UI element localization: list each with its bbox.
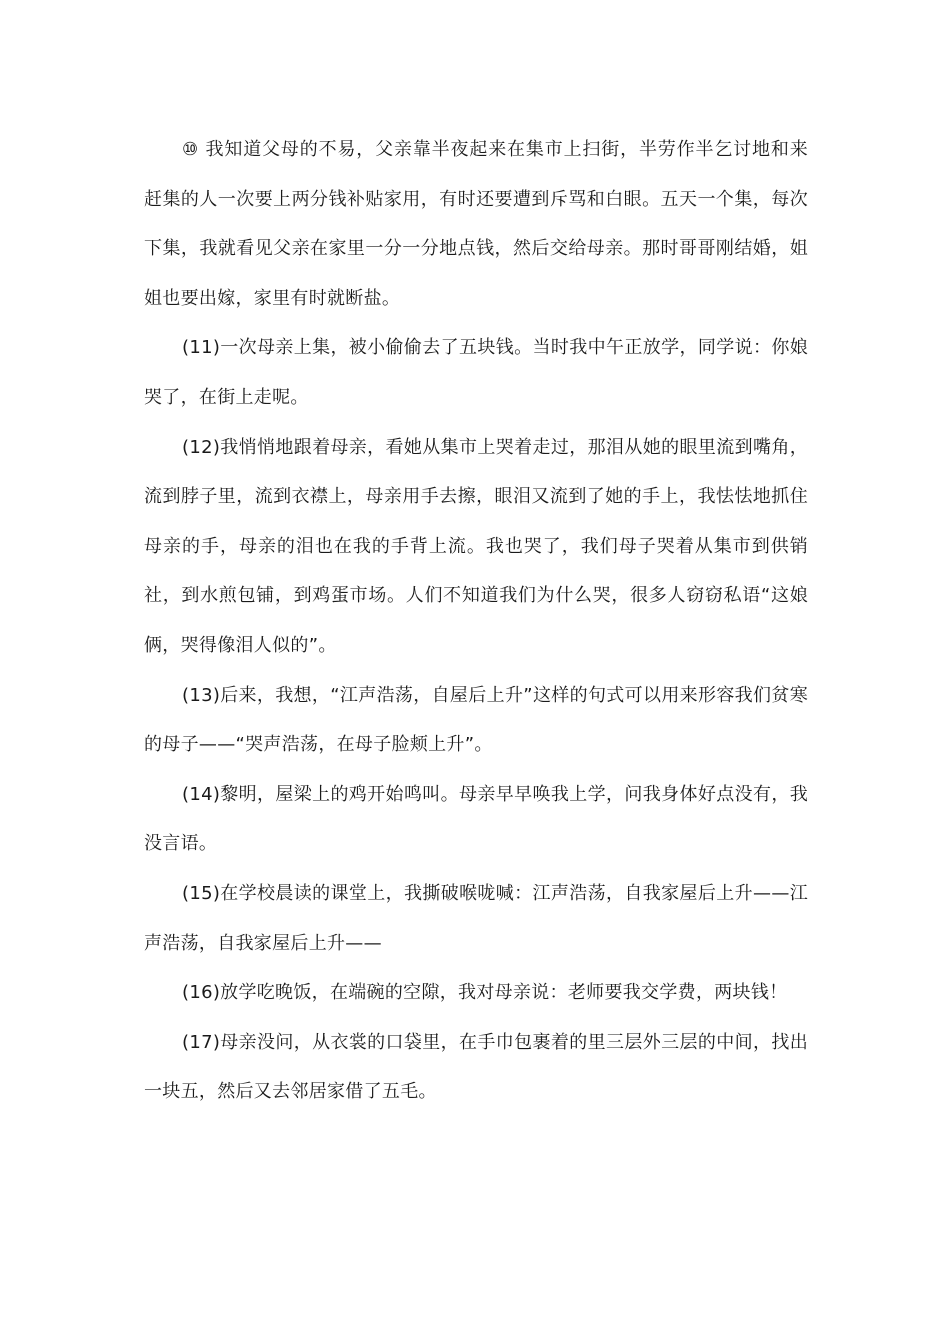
paragraph-16: (16)放学吃晚饭，在端碗的空隙，我对母亲说：老师要我交学费，两块钱！	[182, 982, 788, 1004]
paragraph-17: (17)母亲没问，从衣裳的口袋里，在手巾包裹着的里三层外三层的中间，找出一块五，然后又去邻居家借了五毛。	[144, 1031, 808, 1103]
paragraph-14: (14)黎明，屋梁上的鸡开始鸣叫。母亲早早唤我上学，问我身体好点没有，我没言语。	[144, 783, 808, 855]
paragraph-10: ⑩ 我知道父母的不易，父亲靠半夜起来在集市上扫街，半劳作半乞讨地和来赶集的人一次要上两分钱补贴家用，有时还要遭到斥骂和白眼。五天一个集，每次下集，我就看见父亲在家里一分一分地点钱，然后交给母亲。那时哥哥刚结婚，姐姐也要出嫁，家里有时就断盐。	[144, 139, 808, 309]
document-body	[144, 125, 808, 1117]
paragraph-12: (12)我悄悄地跟着母亲，看她从集市上哭着走过，那泪从她的眼里流到嘴角，流到脖子里，流到衣襟上，母亲用手去擦，眼泪又流到了她的手上，我怯怯地抓住母亲的手，母亲的泪也在我的手背上流。我也哭了，我们母子哭着从集市到供销社，到水煎包铺，到鸡蛋市场。人们不知道我们为什么哭，很多人窃窃私语“这娘俩，哭得像泪人似的”。	[144, 436, 808, 656]
paragraph-11: (11)一次母亲上集，被小偷偷去了五块钱。当时我中午正放学，同学说：你娘哭了，在街上走呢。	[144, 337, 808, 408]
paragraph-13: (13)后来，我想，“江声浩荡，自屋后上升”这样的句式可以用来形容我们贫寒的母子——“哭声浩荡，在母子脸颊上升”。	[144, 684, 808, 756]
paragraph-15: (15)在学校晨读的课堂上，我撕破喉咙喊：江声浩荡，自我家屋后上升——江声浩荡，自我家屋后上升——	[144, 882, 808, 954]
